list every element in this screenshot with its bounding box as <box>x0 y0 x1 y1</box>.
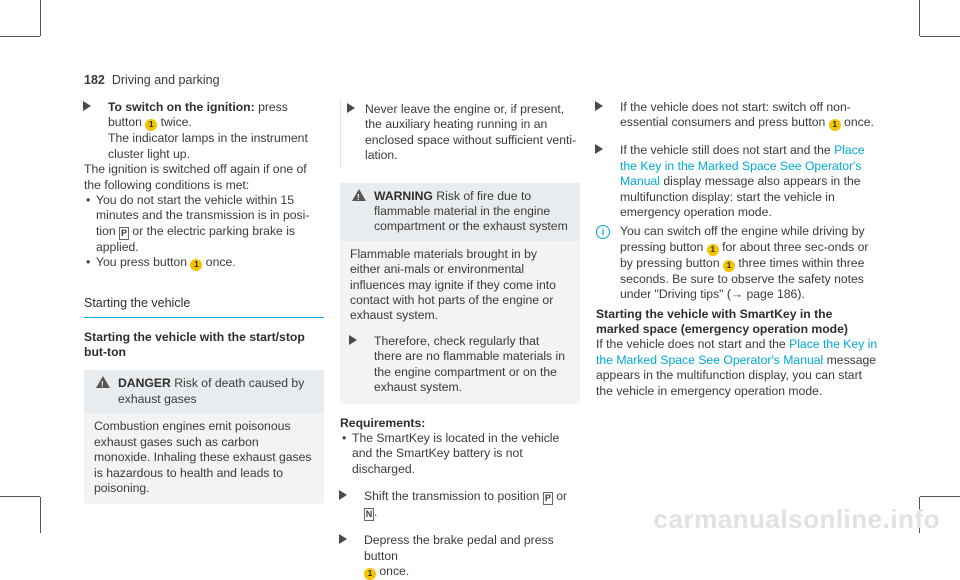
step-arrow-icon <box>595 144 603 154</box>
info-note: i You can switch off the engine while driving by pressing button 1 for about three sec-onds or by pressing button 1 three times within three seconds. Be sure to observe the safety notes under "Driving tips" (→ page 186). <box>596 224 878 302</box>
ignition-off-text: The ignition is switched off again if one of the following conditions is met: <box>84 162 307 192</box>
column-middle <box>340 100 580 580</box>
step-depress: Depress the brake pedal and press button 1 once. <box>340 533 580 580</box>
display-message-link[interactable]: Place the Key in the Marked Space See Operator's Manual <box>596 337 878 367</box>
warning-header: ! WARNING Risk of fire due to flammable material in the engine compartment or the exhaust system <box>340 183 580 241</box>
note-step: Never leave the engine or, if present, the auxiliary heating running in an enclosed space without sufficient venti-lation. <box>341 102 580 164</box>
danger-header: ! DANGER Risk of death caused by exhaust gases <box>84 370 324 413</box>
button-1-icon: 1 <box>707 244 719 256</box>
button-1-icon: 1 <box>145 119 157 131</box>
warning-body: Flammable materials brought in by either ani-mals or environmental influences may ignite if they come into contact with hot parts of the engine or exhaust system. Therefore, check regularly that there are no flammable materials in the engine compartment or on the exhaust system. <box>340 241 580 404</box>
page-header <box>84 73 220 88</box>
button-1-icon: 1 <box>190 259 202 271</box>
info-icon: i <box>596 225 610 239</box>
step-switch-on: To switch on the ignition: press button 1 twice. The indicator lamps in the instrument cluster light up. <box>84 100 324 162</box>
step-arrow-icon <box>83 101 91 111</box>
section-title: Starting the vehicle <box>84 296 324 317</box>
step-arrow-icon <box>339 490 347 500</box>
step-arrow-icon <box>595 101 603 111</box>
warning-triangle-icon <box>96 376 110 388</box>
button-1-icon: 1 <box>364 568 376 580</box>
step-arrow-icon <box>349 335 357 345</box>
button-1-icon: 1 <box>723 260 735 272</box>
step-emergency: If the vehicle still does not start and the Place the Key in the Marked Space See Operator's Manual display message also appears in the multifunction display: start the vehicle in emergency operation mode. <box>596 143 878 220</box>
subheading: Starting the vehicle with the start/stop but-ton <box>84 329 305 360</box>
note-block <box>340 100 580 168</box>
park-position-icon: P <box>544 493 551 504</box>
warning-triangle-icon <box>352 189 366 201</box>
step-arrow-icon <box>347 103 355 113</box>
crop-mark <box>0 36 40 37</box>
step-switch-off-consumers: If the vehicle does not start: switch off non-essential consumers and press button 1 once. <box>596 100 878 131</box>
list-item: • The SmartKey is located in the vehicle and the SmartKey battery is not discharged. <box>340 431 580 477</box>
column-right <box>596 100 878 399</box>
crop-mark <box>0 496 40 497</box>
subheading: Starting the vehicle with SmartKey in the marked space (emergency operation mode) <box>596 306 848 337</box>
step-arrow-icon <box>339 534 347 544</box>
requirements-label: Requirements: <box>340 415 426 430</box>
crop-mark <box>40 497 41 533</box>
list-item: • You press button 1 once. <box>84 255 324 271</box>
danger-body: Combustion engines emit poisonous exhaust gases such as carbon monoxide. Inhaling these exhaust gases is hazardous to health and leads to poisoning. <box>94 419 312 495</box>
warning-box <box>340 183 580 404</box>
page-number: 182 <box>84 73 105 87</box>
step-title: To switch on the ignition: <box>108 100 255 114</box>
crop-mark <box>919 0 920 36</box>
button-1-icon: 1 <box>829 119 841 131</box>
park-position-icon: P <box>121 227 128 238</box>
step-shift: Shift the transmission to position P or N . <box>340 489 580 521</box>
watermark: carmanualsonline.info <box>653 504 940 534</box>
neutral-position-icon: N <box>365 509 373 520</box>
list-item: • You do not start the vehicle within 15 minutes and the transmission is in posi-tion P or the electric parking brake is applied. <box>84 193 324 255</box>
crop-mark <box>920 496 960 497</box>
emergency-paragraph: If the vehicle does not start and the Place the Key in the Marked Space See Operator's Manual message appears in the multifunction display, you can start the vehicle in emergency operation mode. <box>596 337 878 398</box>
warning-step: Therefore, check regularly that there are no flammable materials in the engine compartment or on the exhaust system. <box>350 334 570 396</box>
crop-mark <box>40 0 41 36</box>
column-left <box>84 100 324 504</box>
step-result: The indicator lamps in the instrument cluster light up. <box>108 131 308 161</box>
crop-mark <box>920 36 960 37</box>
section-name: Driving and parking <box>111 73 220 87</box>
danger-box <box>84 370 324 504</box>
display-message-link[interactable]: Place the Key in the Marked Space See Operator's Manual <box>620 143 865 189</box>
